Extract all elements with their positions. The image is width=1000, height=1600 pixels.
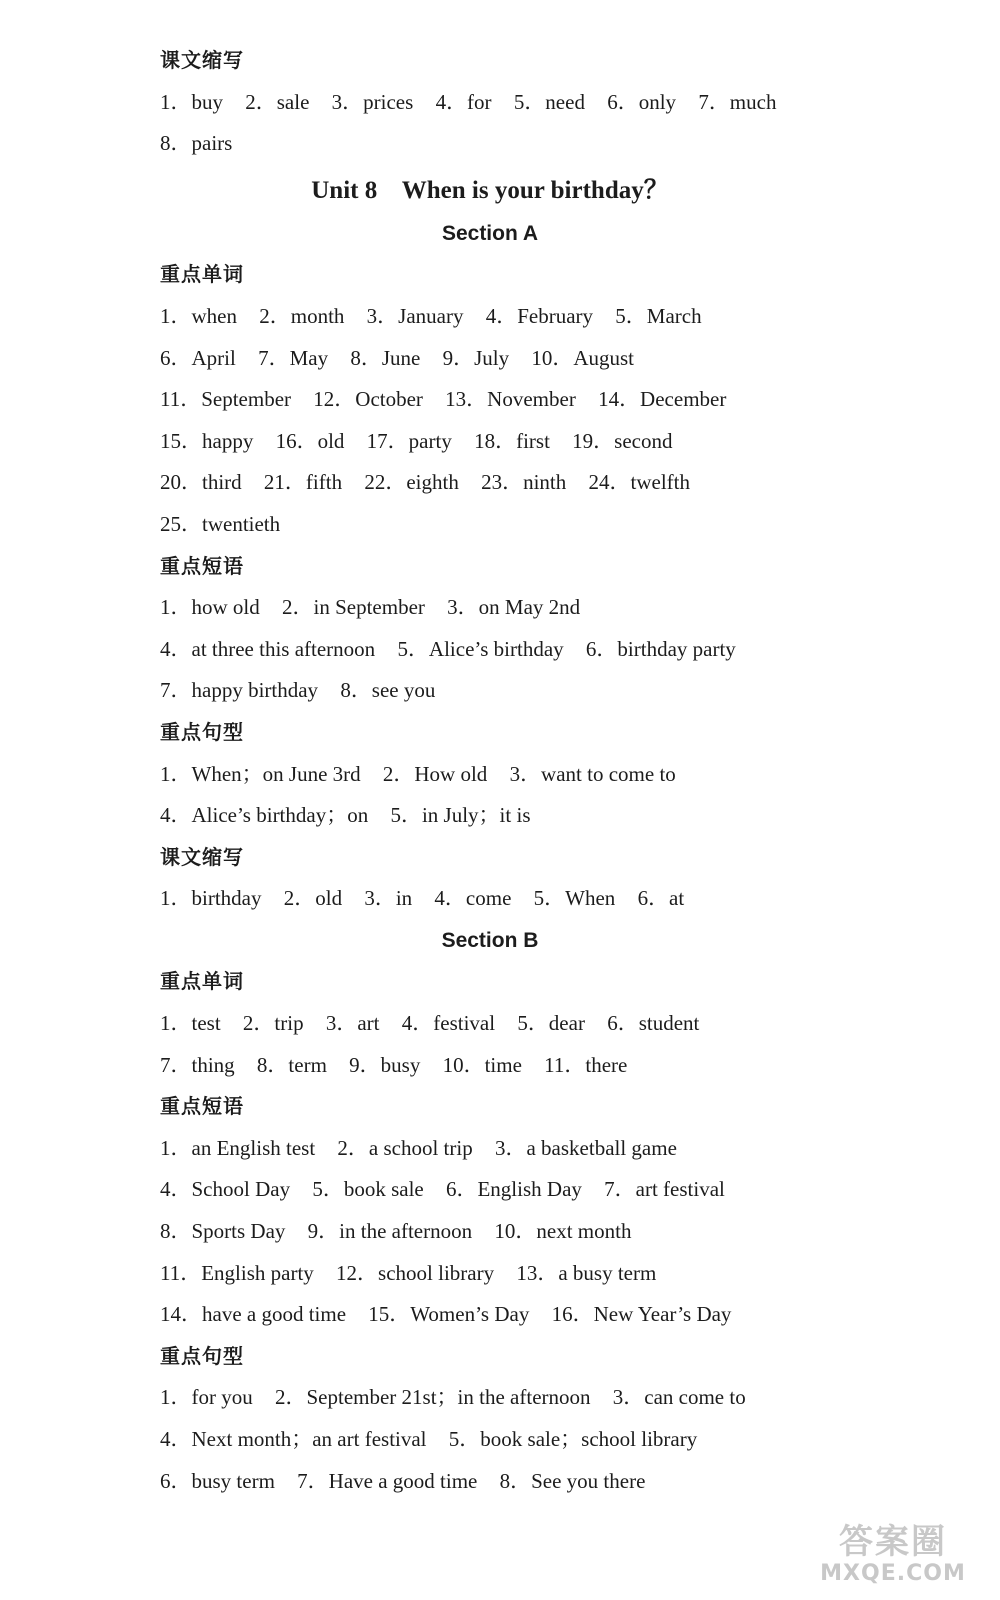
answer-item: 8．June xyxy=(350,345,421,370)
answer-item: 6．at xyxy=(637,886,685,911)
answer-item: 11．there xyxy=(544,1052,628,1077)
answer-item: 1．birthday xyxy=(160,886,262,911)
answer-item: 5．dear xyxy=(517,1011,585,1036)
answer-item: 6．only xyxy=(607,89,677,114)
answer-item: 4．festival xyxy=(401,1011,496,1036)
answer-line xyxy=(160,1461,860,1503)
answer-line xyxy=(160,1419,860,1461)
answer-item: 6．English Day xyxy=(445,1177,582,1202)
answer-item: 13．a busy term xyxy=(516,1260,657,1285)
answer-item: 2．in September xyxy=(282,595,425,620)
answer-item: 7．art festival xyxy=(604,1177,725,1202)
answer-item: 19．second xyxy=(572,428,673,453)
answer-item: 2．trip xyxy=(242,1011,304,1036)
answer-item: 25．twentieth xyxy=(160,511,281,536)
answer-item: 2．month xyxy=(259,303,345,328)
answer-item: 8．See you there xyxy=(499,1468,646,1493)
answer-item: 20．third xyxy=(160,470,242,495)
watermark-url: MXQE.COM xyxy=(820,1561,966,1586)
section-heading: 重点短语 xyxy=(160,553,244,578)
answer-item: 6．April xyxy=(160,345,236,370)
answer-item: 11．September xyxy=(160,387,292,412)
answer-item: 3．in xyxy=(364,886,413,911)
answer-item: 5．book sale；school library xyxy=(448,1427,698,1451)
answer-item: 3．a basketball game xyxy=(494,1135,677,1160)
answer-item: 5．When xyxy=(533,886,616,911)
answer-item: 5．March xyxy=(615,303,702,328)
answer-item: 23．ninth xyxy=(481,470,567,495)
answer-line xyxy=(160,1211,860,1253)
section-a-title: Section A xyxy=(441,221,539,245)
answer-line xyxy=(160,1128,860,1170)
answer-line xyxy=(160,754,860,796)
answer-item: 21．fifth xyxy=(263,470,343,495)
answer-item: 3．prices xyxy=(331,89,414,114)
answer-item: 4．School Day xyxy=(160,1177,291,1202)
answer-item: 3．January xyxy=(366,303,464,328)
answer-item: 1．when xyxy=(160,303,237,328)
answer-line xyxy=(160,1003,860,1045)
answer-item: 1．buy xyxy=(160,89,223,114)
answer-item: 7．thing xyxy=(160,1052,235,1077)
answer-item: 7．much xyxy=(698,89,777,114)
answer-item: 10．time xyxy=(442,1052,522,1077)
answer-line xyxy=(160,296,860,338)
answer-item: 5．Alice’s birthday xyxy=(397,636,564,661)
answer-item: 4．for xyxy=(435,89,492,114)
answer-item: 10．next month xyxy=(494,1219,632,1244)
answer-item: 7．Have a good time xyxy=(297,1468,478,1493)
answer-item: 1．test xyxy=(160,1011,221,1036)
answer-item: 3．want to come to xyxy=(509,761,676,786)
answer-item: 9．in the afternoon xyxy=(307,1219,473,1244)
answer-line xyxy=(160,504,860,546)
unit-title: Unit 8 When is your birthday？ xyxy=(311,176,669,204)
answer-item: 9．July xyxy=(442,345,510,370)
section-heading: 重点句型 xyxy=(160,1343,244,1368)
section-heading: 重点短语 xyxy=(160,1094,244,1119)
answer-item: 22．eighth xyxy=(364,470,459,495)
answer-item: 14．December xyxy=(598,387,727,412)
answer-item: 5．in July；it is xyxy=(390,803,531,828)
answer-item: 9．busy xyxy=(349,1052,421,1077)
answer-item: 5．need xyxy=(513,89,585,114)
answer-line xyxy=(160,123,860,165)
watermark xyxy=(808,1522,978,1594)
answer-item: 7．May xyxy=(258,345,329,370)
answer-item: 11．English party xyxy=(160,1260,314,1285)
answer-item: 4．at three this afternoon xyxy=(160,636,376,661)
answer-item: 1．When；on June 3rd xyxy=(160,761,361,786)
answer-item: 8．term xyxy=(256,1052,327,1077)
answer-item: 3．can come to xyxy=(612,1385,746,1410)
answer-item: 14．have a good time xyxy=(160,1302,347,1327)
answer-content xyxy=(160,40,860,1502)
answer-line xyxy=(160,421,860,463)
answer-item: 18．first xyxy=(474,428,550,453)
answer-line xyxy=(160,1294,860,1336)
answer-item: 2．a school trip xyxy=(337,1135,473,1160)
answer-item: 12．October xyxy=(313,387,423,412)
answer-line xyxy=(160,462,860,504)
answer-line xyxy=(160,878,860,920)
answer-line xyxy=(160,1045,860,1087)
answer-line xyxy=(160,1377,860,1419)
answer-item: 4．Alice’s birthday；on xyxy=(160,803,369,828)
answer-item: 7．happy birthday xyxy=(160,678,319,703)
answer-item: 1．how old xyxy=(160,595,260,620)
answer-item: 6．student xyxy=(607,1011,700,1036)
answer-item: 2．September 21st；in the afternoon xyxy=(275,1385,591,1410)
answer-item: 15．happy xyxy=(160,428,254,453)
answer-item: 8．Sports Day xyxy=(160,1219,286,1244)
answer-line xyxy=(160,587,860,629)
answer-item: 5．book sale xyxy=(312,1177,424,1202)
answer-item: 4．come xyxy=(434,886,512,911)
answer-item: 16．New Year’s Day xyxy=(551,1302,732,1327)
answer-item: 8．see you xyxy=(340,678,436,703)
watermark-logo-text: 答案圈 xyxy=(839,1522,947,1562)
answer-line xyxy=(160,82,860,124)
answer-line xyxy=(160,795,860,837)
answer-item: 1．an English test xyxy=(160,1135,316,1160)
section-heading: 重点句型 xyxy=(160,719,244,744)
answer-item: 24．twelfth xyxy=(588,470,690,495)
answer-item: 15．Women’s Day xyxy=(368,1302,530,1327)
answer-item: 2．sale xyxy=(245,89,310,114)
answer-item: 2．How old xyxy=(382,761,488,786)
section-heading: 课文缩写 xyxy=(160,844,244,869)
answer-line xyxy=(160,379,860,421)
answer-item: 17．party xyxy=(366,428,452,453)
answer-item: 2．old xyxy=(283,886,343,911)
answer-line xyxy=(160,629,860,671)
section-heading: 重点单词 xyxy=(160,262,244,287)
answer-item: 4．Next month；an art festival xyxy=(160,1427,427,1451)
answer-item: 16．old xyxy=(275,428,345,453)
answer-item: 4．February xyxy=(485,303,594,328)
answer-item: 1．for you xyxy=(160,1385,253,1410)
answer-line xyxy=(160,338,860,380)
answer-item: 3．art xyxy=(325,1011,380,1036)
section-heading: 课文缩写 xyxy=(160,48,244,72)
answer-line xyxy=(160,670,860,712)
answer-item: 8．pairs xyxy=(160,131,233,156)
answer-line xyxy=(160,1169,860,1211)
section-heading: 重点单词 xyxy=(160,969,244,994)
answer-item: 10．August xyxy=(531,345,635,370)
section-b-title: Section B xyxy=(441,928,539,952)
answer-item: 6．busy term xyxy=(160,1468,275,1493)
answer-item: 12．school library xyxy=(336,1260,495,1285)
answer-item: 6．birthday party xyxy=(585,636,736,661)
answer-item: 13．November xyxy=(445,387,576,412)
answer-line xyxy=(160,1253,860,1295)
answer-item: 3．on May 2nd xyxy=(447,595,581,620)
